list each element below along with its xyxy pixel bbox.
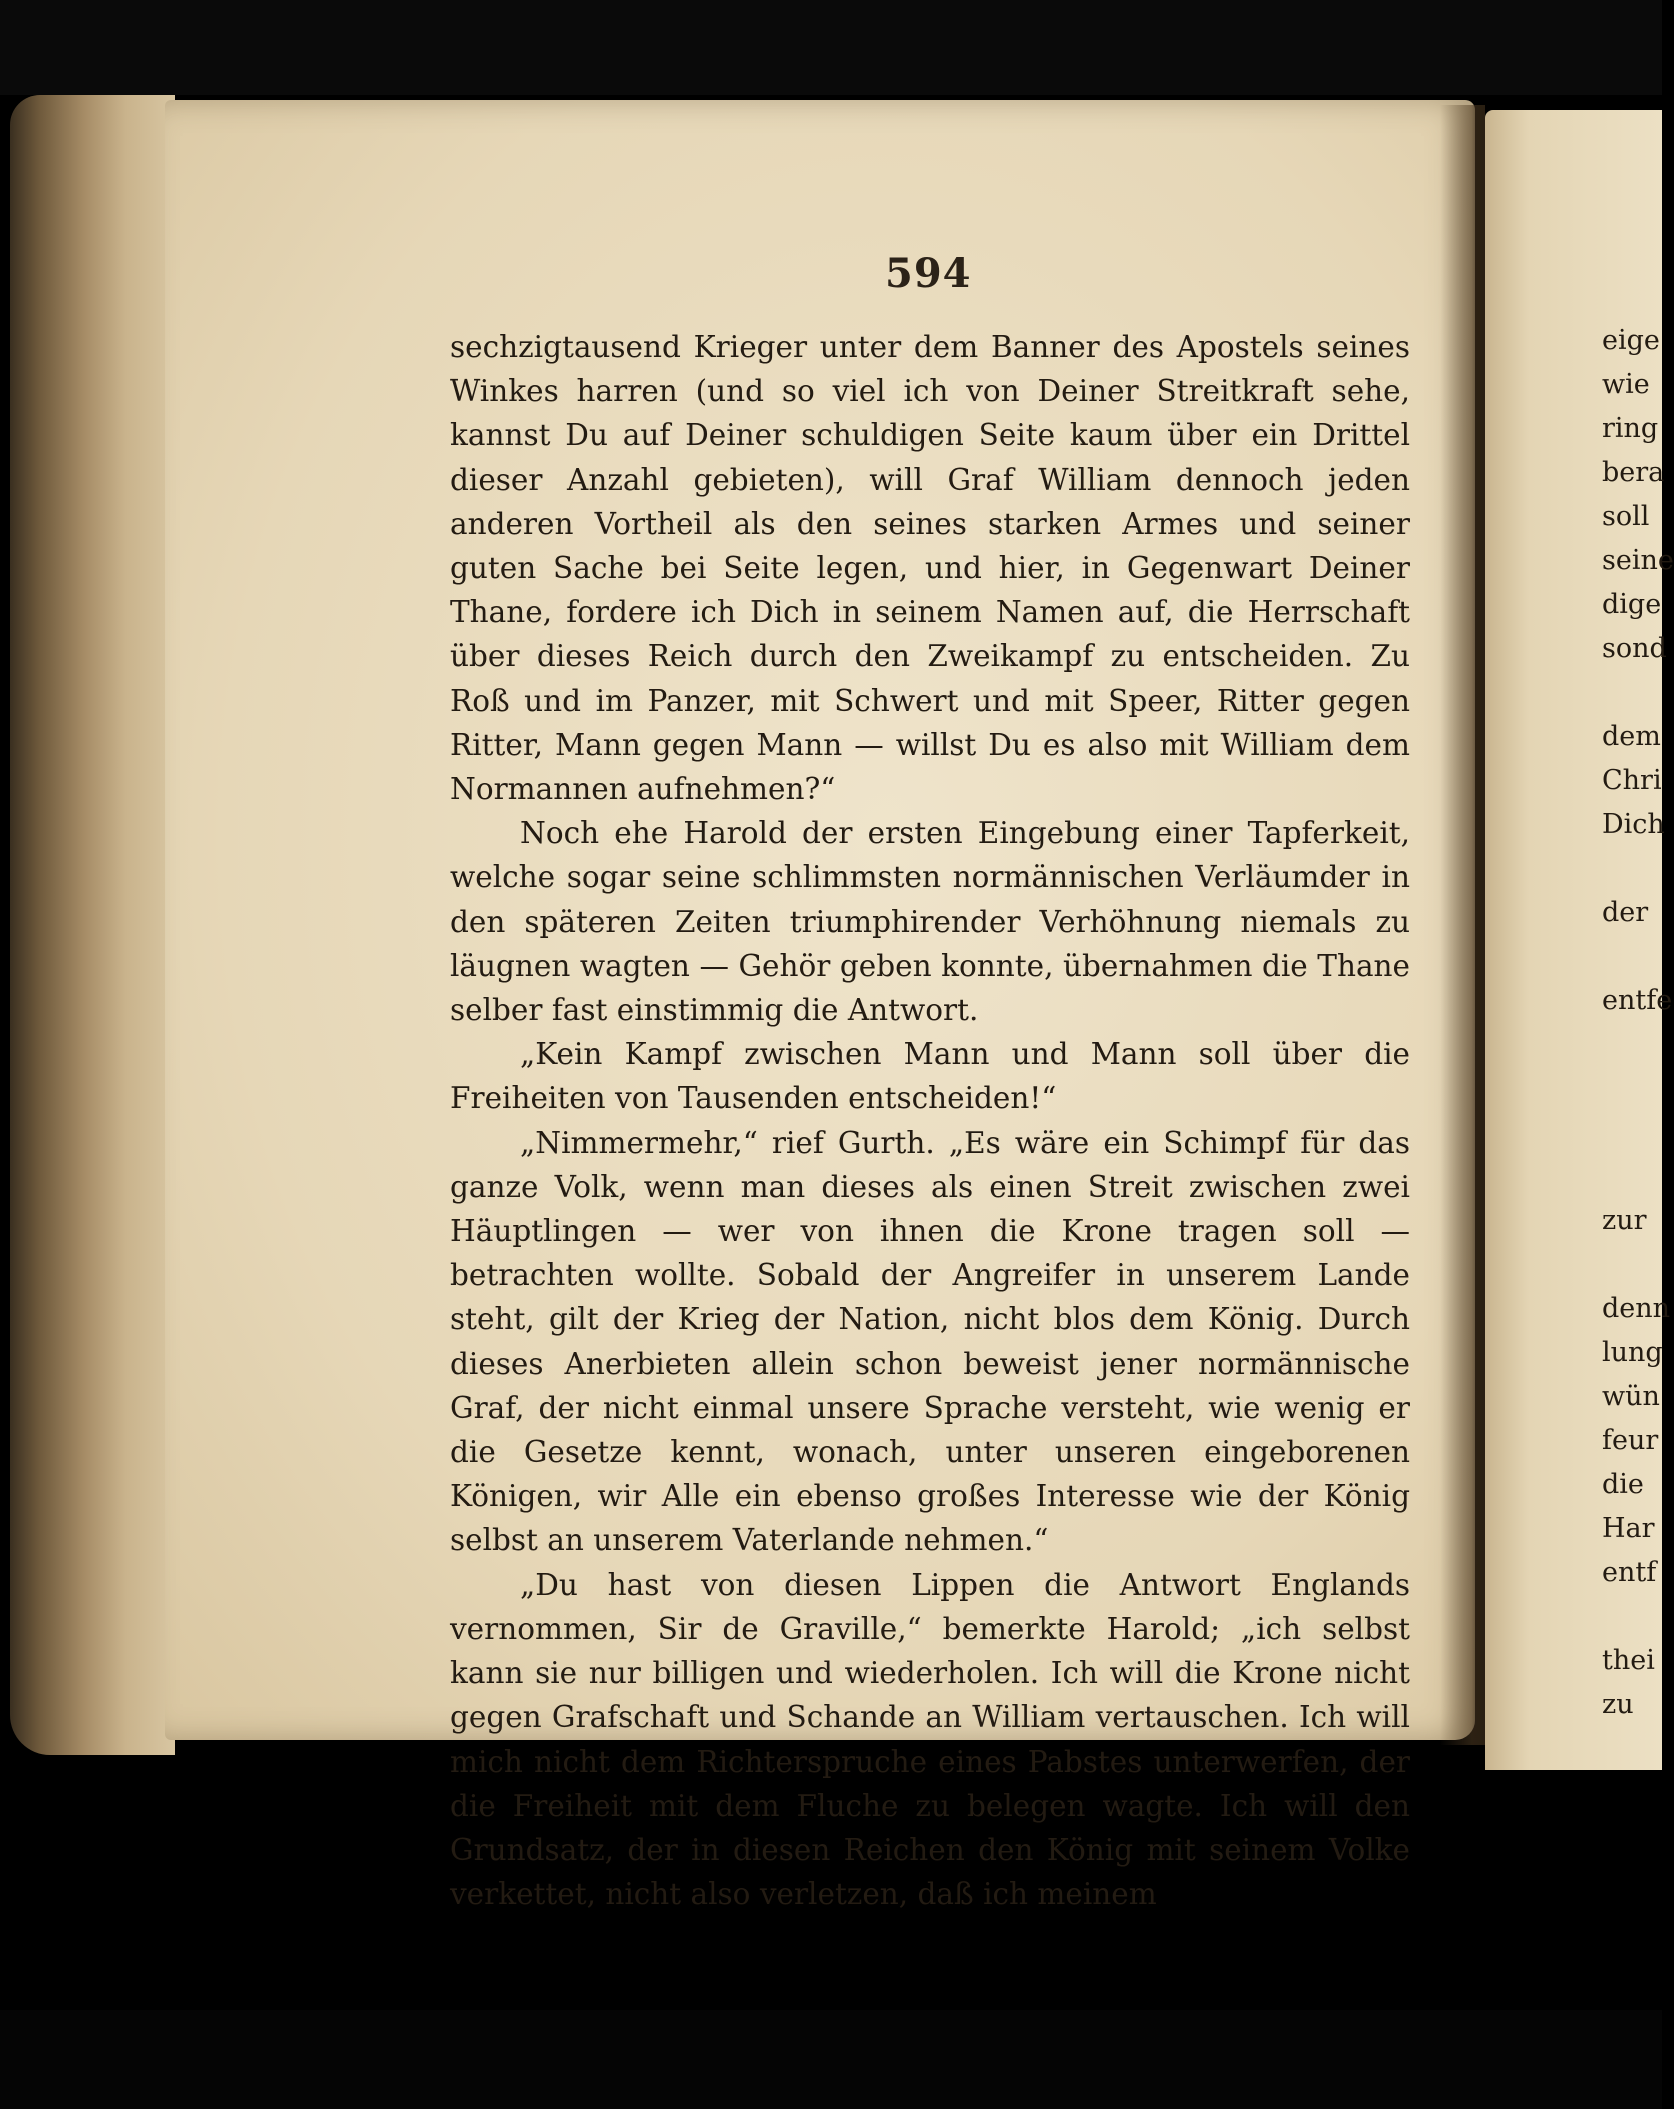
right-page-word: thei	[1602, 1645, 1655, 1676]
paragraph: „Kein Kampf zwischen Mann und Mann soll über die Freiheiten von Tausenden entscheiden!“	[450, 1037, 1410, 1116]
right-page-word: eige	[1602, 325, 1660, 356]
right-page-word: zu	[1602, 1689, 1634, 1720]
right-page-word: ring	[1602, 413, 1659, 444]
right-page-word: dem	[1602, 721, 1661, 752]
right-page-word: zur	[1602, 1205, 1647, 1236]
right-page-word: Chri	[1602, 765, 1662, 796]
right-page-word: dige	[1602, 589, 1662, 620]
book-gutter	[1440, 105, 1485, 1745]
right-page-word: Har	[1602, 1513, 1655, 1544]
right-page-word: seine	[1602, 545, 1674, 576]
paragraph: Noch ehe Harold der ersten Eingebung einer Tapferkeit, welche sogar seine schlimmsten normännischen Verläumder in den späteren Zeiten triumphirender Verhöhnung niemals zu läugnen wagten — Gehör geben konnte, übernahmen die Thane selber fast einstimmig die Antwort.	[450, 816, 1410, 1028]
paragraph: „Du hast von diesen Lippen die Antwort Englands vernommen, Sir de Graville,“ bemerkte Harold; „ich selbst kann sie nur billigen und wiederholen. Ich will die Krone nicht gegen Grafschaft und Schande an William vertauschen. Ich will mich nicht dem Richterspruche eines Pabstes unterwerfen, der die Freiheit mit dem Fluche zu belegen wagte. Ich will den Grundsatz, der in diesen Reichen den König mit seinem Volke verkettet, nicht also verletzen, daß ich meinem	[450, 1567, 1410, 1912]
right-page-word: bera	[1602, 457, 1665, 488]
scan-background-top	[0, 0, 1662, 95]
page-number: 594	[885, 250, 972, 297]
right-page-word: wie	[1602, 369, 1650, 400]
book-page-edges	[10, 95, 175, 1755]
right-page-word: denn	[1602, 1293, 1671, 1324]
paragraph: sechzigtausend Krieger unter dem Banner des Apostels seines Winkes harren (und so viel ich von Deiner Streitkraft sehe, kannst Du auf Deiner schuldigen Seite kaum über ein Drittel dieser Anzahl gebieten), will Graf William dennoch jeden anderen Vortheil als den seines starken Armes und seiner guten Sache bei Seite legen, und hier, in Gegenwart Deiner Thane, fordere ich Dich in seinem Namen auf, die Herrschaft über dieses Reich durch den Zweikampf zu entscheiden. Zu Roß und im Panzer, mit Schwert und mit Speer, Ritter gegen Ritter, Mann gegen Mann — willst Du es also mit William dem Normannen aufnehmen?“	[450, 330, 1410, 807]
body-text	[450, 325, 1410, 1916]
right-page-word: entf	[1602, 1557, 1657, 1588]
paragraph: „Nimmermehr,“ rief Gurth. „Es wäre ein Schimpf für das ganze Volk, wenn man dieses als einen Streit zwischen zwei Häuptlingen — wer von ihnen die Krone tragen soll — betrachten wollte. Sobald der Angreifer in unserem Lande steht, gilt der Krieg der Nation, nicht blos dem König. Durch dieses Anerbieten allein schon beweist jener normännische Graf, der nicht einmal unsere Sprache versteht, wie wenig er die Gesetze kennt, wonach, unter unseren eingeborenen Königen, wir Alle ein ebenso großes Interesse wie der König selbst an unserem Vaterlande nehmen.“	[450, 1125, 1410, 1558]
right-page-word: feur	[1602, 1425, 1659, 1456]
right-page-word: sond	[1602, 633, 1667, 664]
right-page-word: entfe	[1602, 985, 1673, 1016]
right-page-word: der	[1602, 897, 1649, 928]
right-page-word: Dich	[1602, 809, 1665, 840]
right-page-word: wün	[1602, 1381, 1660, 1412]
right-page-word: die	[1602, 1469, 1644, 1500]
right-page-word: lung	[1602, 1337, 1663, 1368]
right-page-word: soll	[1602, 501, 1650, 532]
scan-background-bottom	[0, 2010, 1662, 2109]
